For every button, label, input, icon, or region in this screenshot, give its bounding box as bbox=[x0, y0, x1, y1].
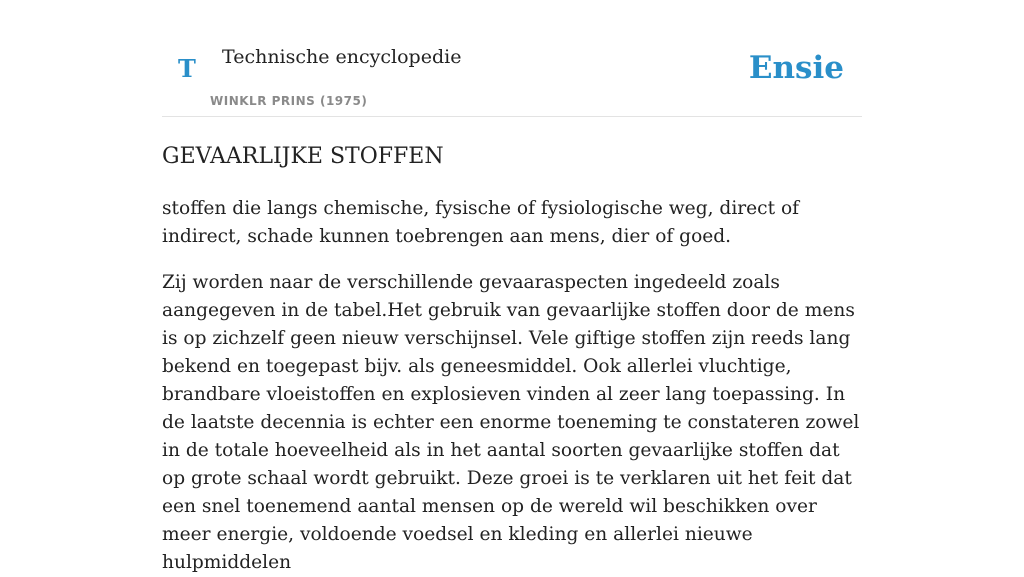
source-subtitle: WINKLR PRINS (1975) bbox=[210, 94, 368, 108]
source-header bbox=[162, 0, 862, 117]
source-logo[interactable]: T bbox=[178, 54, 196, 83]
article-paragraph-body: Zij worden naar de verschillende gevaaraspecten ingedeeld zoals aangegeven in de tabel.Het gebruik van gevaarlijke stoffen door de mens is op zichzelf geen nieuw verschijnsel. Vele giftige stoffen zijn reeds lang bekend en toegepast bijv. als geneesmiddel. Ook allerlei vluchtige, brandbare vloeistoffen en explosieven vinden al zeer lang toepassing. In de laatste decennia is echter een enorme toeneming te constateren zowel in de totale hoeveelheid als in het aantal soorten gevaarlijke stoffen dat op grote schaal wordt gebruikt. Deze groei is te verklaren uit het feit dat een snel toenemend aantal mensen op de wereld wil beschikken over meer energie, voldoende voedsel en kleding en allerlei nieuwe hulpmiddelen bbox=[162, 272, 860, 573]
page-container bbox=[162, 0, 862, 577]
ensie-brand-logo[interactable]: Ensie bbox=[748, 50, 844, 86]
source-title-link[interactable]: Technische encyclopedie bbox=[222, 46, 462, 68]
article-title: GEVAARLIJKE STOFFEN bbox=[162, 144, 444, 169]
article-paragraph-definition: stoffen die langs chemische, fysische of fysiologische weg, direct of indirect, schade kunnen toebrengen aan mens, dier of goed. bbox=[162, 198, 800, 247]
